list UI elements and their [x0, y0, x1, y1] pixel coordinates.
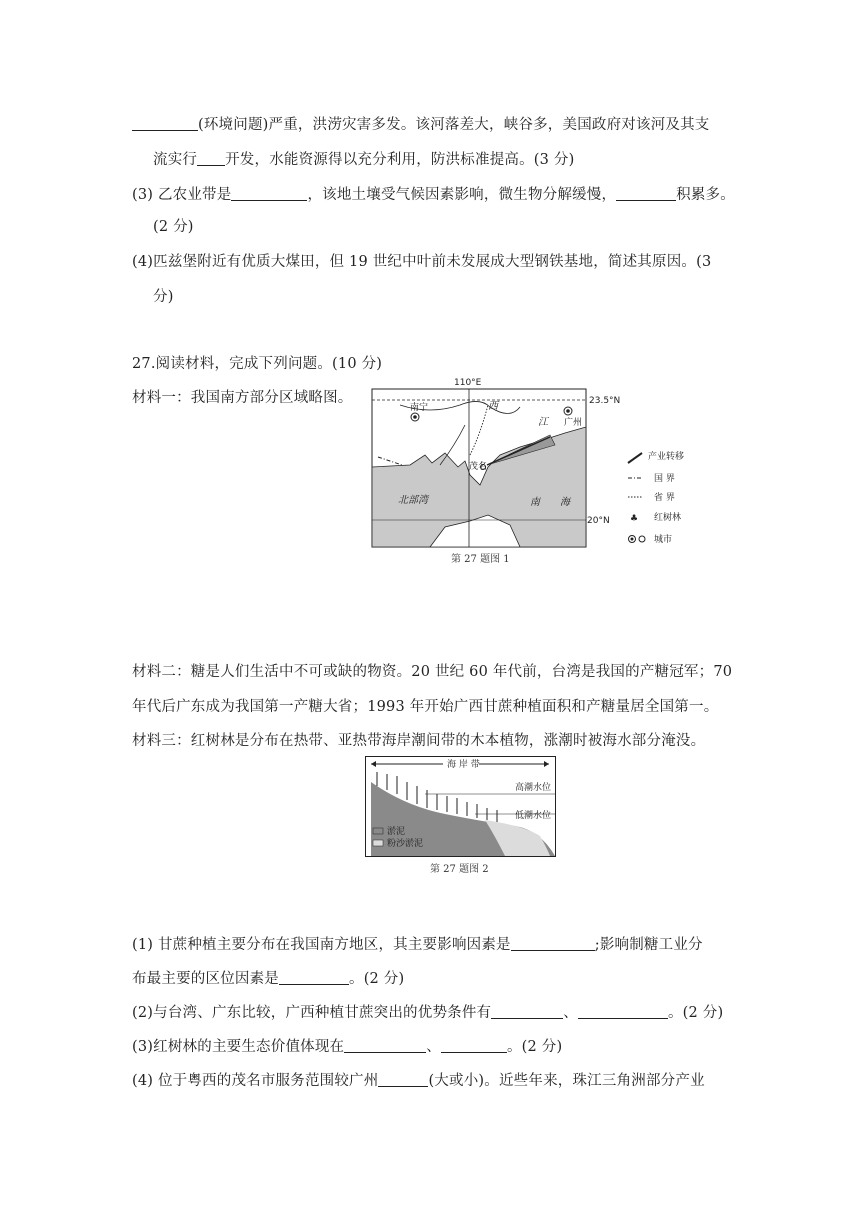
xi-label: 西 — [488, 401, 498, 412]
answer-blank[interactable] — [616, 186, 676, 201]
answer-blank[interactable] — [578, 1004, 668, 1019]
q26-line1: (环境问题)严重，洪涝灾害多发。该河落差大，峡谷多，美国政府对该河及其支 — [132, 113, 710, 134]
fig2-caption: 第 27 题图 2 — [430, 864, 489, 875]
question-1-line2: 布最主要的区位因素是 。(2 分) — [132, 971, 405, 987]
coast-band-label: 海 岸 带 — [447, 760, 480, 770]
answer-blank[interactable] — [441, 1038, 507, 1053]
coastal-diagram — [365, 756, 557, 858]
lat-bottom-label: 20°N — [587, 516, 610, 526]
jiang-label: 江 — [538, 417, 548, 428]
q26-line2: 流实行 开发，水能资源得以充分利用，防洪标准提高。(3 分) — [153, 152, 575, 168]
answer-blank[interactable] — [511, 936, 595, 951]
material-2-line2: 年代后广东成为我国第一产糖大省；1993 年开始广西甘蔗种植面积和产糖量居全国第一。 — [132, 699, 719, 715]
legend-mangrove: 红树林 — [654, 513, 682, 523]
south-china-map — [370, 375, 710, 560]
question-2: (2)与台湾、广东比较，广西种植甘蔗突出的优势条件有 、 。(2 分) — [132, 1005, 724, 1021]
question-3: (3)红树林的主要生态价值体现在 、 。(2 分) — [132, 1039, 563, 1055]
legend-border: 国 界 — [654, 474, 675, 484]
high-tide-label: 高潮水位 — [515, 783, 552, 793]
material-2-line1: 材料二：糖是人们生活中不可或缺的物资。20 世纪 60 年代前，台湾是我国的产糖冠军；70 — [132, 664, 733, 680]
q27-title: 27.阅读材料，完成下列问题。(10 分) — [132, 356, 383, 372]
legend-province: 省 界 — [654, 493, 675, 503]
mud-label: 淤泥 — [387, 827, 406, 837]
lon-label: 110°E — [454, 378, 482, 388]
answer-blank[interactable] — [344, 1038, 426, 1053]
q26-line6: 分) — [153, 289, 174, 305]
material-1: 材料一：我国南方部分区域略图。 — [132, 390, 353, 406]
q26-line5: (4)匹兹堡附近有优质大煤田，但 19 世纪中叶前未发展成大型钢铁基地，简述其原因。(3 — [132, 254, 712, 270]
low-tide-label: 低潮水位 — [515, 811, 552, 821]
nanning-label: 南宁 — [410, 403, 429, 413]
q26-line3: (3) 乙农业带是 ，该地土壤受气候因素影响，微生物分解缓慢， 积累多。 — [132, 187, 735, 203]
answer-blank[interactable] — [279, 970, 349, 985]
answer-blank[interactable] — [197, 151, 225, 166]
hai-label: 海 — [560, 497, 570, 508]
answer-blank[interactable] — [378, 1072, 428, 1087]
nan-label: 南 — [530, 497, 540, 508]
fig1-caption: 第 27 题图 1 — [451, 554, 510, 565]
question-4: (4) 位于粤西的茂名市服务范围较广州 (大或小)。近些年来，珠江三角洲部分产业 — [132, 1073, 705, 1089]
svg-text:♣: ♣ — [630, 514, 639, 524]
answer-blank[interactable] — [132, 116, 198, 131]
answer-blank[interactable] — [491, 1004, 563, 1019]
lat-top-label: 23.5°N — [589, 396, 621, 406]
question-1-line1: (1) 甘蔗种植主要分布在我国南方地区，其主要影响因素是 ;影响制糖工业分 — [132, 937, 703, 953]
material-3: 材料三：红树林是分布在热带、亚热带海岸潮间带的木本植物，涨潮时被海水部分淹没。 — [132, 733, 706, 749]
sandmud-label: 粉沙淤泥 — [387, 839, 424, 849]
legend-city: 城市 — [654, 535, 673, 545]
maoming-label: 茂名 — [469, 462, 488, 472]
beibuwan-label: 北部湾 — [398, 495, 428, 506]
legend-transfer: 产业转移 — [648, 452, 685, 462]
answer-blank[interactable] — [231, 186, 307, 201]
guangzhou-label: 广州 — [564, 418, 583, 428]
q26-line4: (2 分) — [153, 219, 194, 235]
